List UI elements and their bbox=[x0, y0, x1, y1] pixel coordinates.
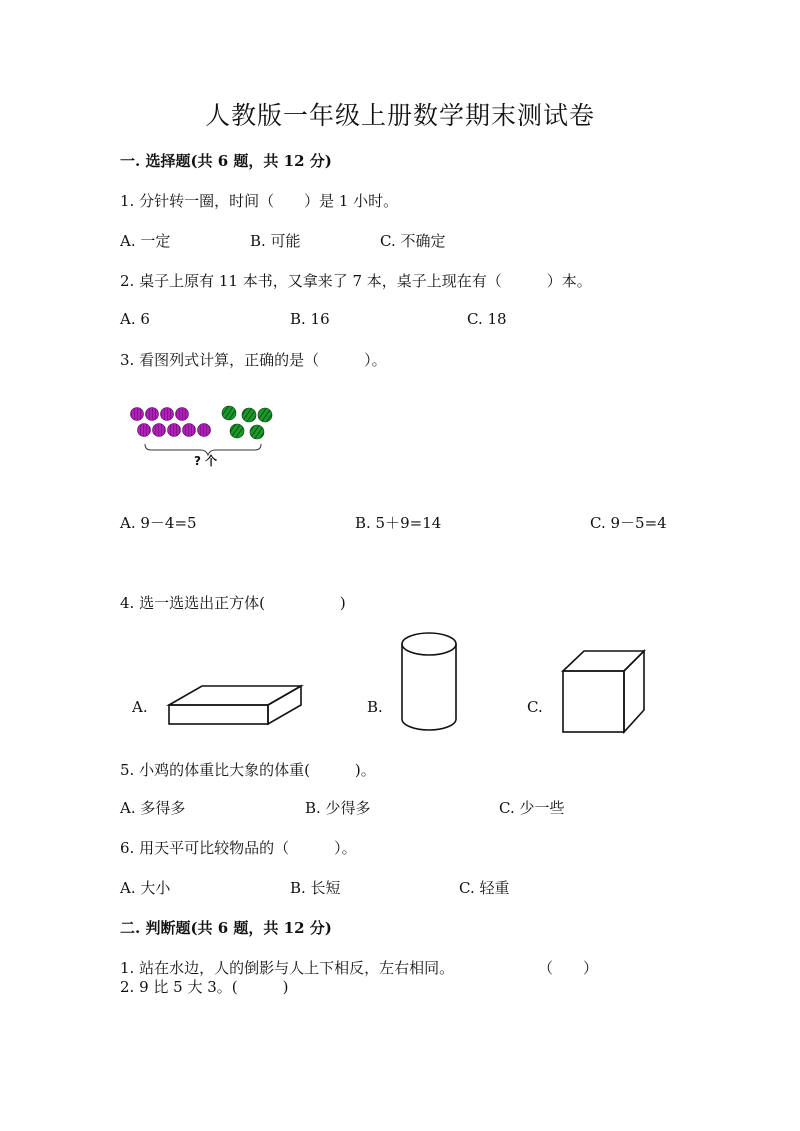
q4-option-b: B. bbox=[367, 698, 383, 716]
question-6: 6. 用天平可比较物品的（ ）。 bbox=[120, 839, 357, 857]
q6-option-b: B. 长短 bbox=[290, 879, 341, 897]
q4-option-c: C. bbox=[527, 698, 543, 716]
q5-option-c: C. 少一些 bbox=[499, 799, 565, 817]
q1-option-a: A. 一定 bbox=[120, 232, 171, 250]
q3-option-c: C. 9－5=4 bbox=[590, 514, 667, 532]
section-heading-judge: 二. 判断题(共 6 题，共 12 分) bbox=[120, 919, 332, 937]
question-2: 2. 桌子上原有 11 本书，又拿来了 7 本，桌子上现在有（ ）本。 bbox=[120, 272, 592, 290]
cuboid-icon bbox=[165, 682, 305, 730]
q6-option-c: C. 轻重 bbox=[459, 879, 510, 897]
q4-option-a: A. bbox=[132, 698, 148, 716]
q6-option-a: A. 大小 bbox=[120, 879, 171, 897]
q3-option-a: A. 9－4=5 bbox=[120, 514, 197, 532]
q5-option-a: A. 多得多 bbox=[120, 799, 186, 817]
question-1: 1. 分针转一圈，时间（ ）是 1 小时。 bbox=[120, 192, 399, 210]
q3-option-b: B. 5＋9=14 bbox=[355, 514, 442, 532]
q2-option-b: B. 16 bbox=[290, 310, 330, 328]
judge-question-1: 1. 站在水边，人的倒影与人上下相反，左右相同。 bbox=[120, 959, 455, 977]
cylinder-icon bbox=[398, 630, 462, 734]
q2-option-a: A. 6 bbox=[120, 310, 150, 328]
question-4: 4. 选一选选出正方体( ) bbox=[120, 594, 346, 612]
judge-question-1-bracket: （ ） bbox=[538, 959, 599, 977]
q1-option-c: C. 不确定 bbox=[380, 232, 446, 250]
question-3: 3. 看图列式计算，正确的是（ ）。 bbox=[120, 351, 387, 369]
q5-option-b: B. 少得多 bbox=[305, 799, 371, 817]
section-heading-choice: 一. 选择题(共 6 题，共 12 分) bbox=[120, 152, 332, 170]
judge-question-2: 2. 9 比 5 大 3。( ) bbox=[120, 978, 289, 996]
q1-option-b: B. 可能 bbox=[250, 232, 301, 250]
purple-ball-icon bbox=[131, 408, 211, 437]
figure-label: ? 个 bbox=[194, 454, 218, 468]
green-ball-icon bbox=[222, 406, 272, 439]
question-5: 5. 小鸡的体重比大象的体重( )。 bbox=[120, 761, 376, 779]
cube-icon bbox=[560, 648, 648, 736]
page-title: 人教版一年级上册数学期末测试卷 bbox=[204, 101, 595, 130]
q2-option-c: C. 18 bbox=[467, 310, 507, 328]
